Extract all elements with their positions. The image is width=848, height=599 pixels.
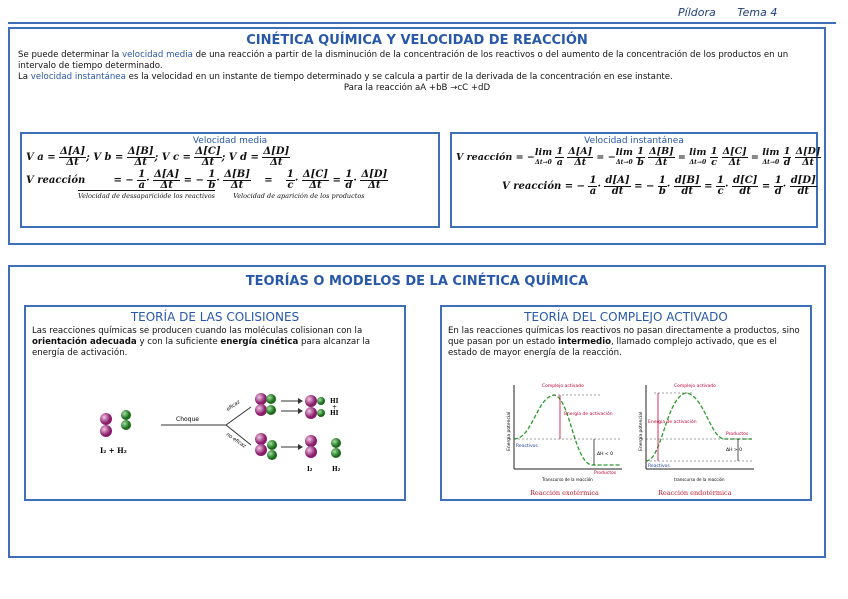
section-cinetica bbox=[8, 27, 826, 245]
formula-media-row1: V a = $\frac{\Delta[A]}{\Delta t}$ ; V b = $\frac{\Delta[B]}{\Delta t}$ ; V c = $\frac{\Delta[C]}{\Delta t}$ ; V d = $\frac{\Delta[D]}{\Delta t}$ bbox=[26, 146, 290, 168]
svg-text:Productos: Productos bbox=[594, 471, 617, 476]
paragraph-velocidad-media: Se puede determinar la velocidad media de una reacción a partir de la disminución de la concentración de los reactivos o del aumento de la concentración de los productos en un intervalo de tiempo determinado. bbox=[18, 50, 789, 71]
section-teorias bbox=[8, 265, 826, 558]
product-unreacted bbox=[305, 435, 341, 458]
pildora-label: Píldora bbox=[678, 6, 716, 19]
svg-text:Complejo activado: Complejo activado bbox=[542, 384, 584, 389]
header-divider bbox=[8, 22, 836, 24]
highlight-velocidad-instantanea: velocidad instantánea bbox=[30, 72, 126, 82]
energy-diagram-exotermica bbox=[502, 381, 632, 499]
highlight-velocidad-media: velocidad media bbox=[122, 50, 193, 60]
section-teorias-title: TEORÍAS O MODELOS DE LA CINÉTICA QUÍMICA bbox=[245, 274, 589, 289]
svg-text:Complejo activado: Complejo activado bbox=[674, 384, 716, 389]
label-productos: Velocidad de aparición de los productos bbox=[233, 192, 365, 200]
label-reactivos: Velocidad de dessaparicióde los reactivos bbox=[78, 192, 215, 200]
collision-complex-top bbox=[255, 393, 276, 416]
colisiones-text: Las reacciones químicas se producen cuando las moléculas colisionan con la orientación adecuada y con la suficiente energía cinética para alcanzar la energía de activación. bbox=[32, 326, 371, 358]
svg-text:Energía potencial: Energía potencial bbox=[507, 411, 512, 451]
formula-media-labels bbox=[22, 192, 438, 200]
reaction-equation: Para la reacción aA +bB →cC +dD bbox=[343, 83, 491, 93]
velocidad-media-box bbox=[20, 132, 440, 228]
section-cinetica-title: CINÉTICA QUÍMICA Y VELOCIDAD DE REACCIÓN bbox=[246, 33, 588, 48]
formula-instantanea-lim: V reacción = − lim Δt→0 $\frac{1}{a}$ $\frac{\Delta[A]}{\Delta t}$ = − lim Δt→0 $\frac{1}{b}$ $\frac{\Delta[B]}{\Delta t}$ = lim Δt→0 $\frac{1}{c}$ $\frac{\Delta[C]}{\Delta t}$ = lim Δt→0 $\frac{1}{d}$ $\frac{\Delta[D]}{\Delta t}$ bbox=[456, 146, 821, 168]
formula-media-row2: V reacción = − $\frac{1}{a}$ · $\frac{\Delta[A]}{\Delta t}$ = − $\frac{1}{b}$ · $\frac{\Delta[B]}{\Delta t}$ = $\frac{1}{c}$ · $\frac{\Delta[C]}{\Delta t}$ = $\frac{1}{d}$ · $\frac{\Delta[D]}{\Delta t}$ bbox=[26, 169, 388, 191]
velocidad-media-title: Velocidad media bbox=[192, 136, 268, 146]
velocidad-instantanea-title: Velocidad instantánea bbox=[584, 136, 684, 146]
reactant-molecules bbox=[100, 410, 131, 437]
choque-label: Choque bbox=[176, 416, 199, 423]
formula-instantanea-derivada: V reacción = − $\frac{1}{a}$ · $\frac{d[A]}{dt}$ = − $\frac{1}{b}$ · $\frac{d[B]}{dt}$ = $\frac{1}{c}$ · $\frac{d[C]}{dt}$ = $\frac{1}{d}$ · $\frac{d[D]}{dt}$ bbox=[502, 175, 816, 197]
svg-text:Productos: Productos bbox=[726, 432, 749, 437]
caption-exotermica: Reacción exotérmica bbox=[530, 489, 599, 497]
colisiones-title: TEORÍA DE LAS COLISIONES bbox=[130, 310, 300, 324]
energy-diagram-endotermica bbox=[634, 381, 764, 499]
svg-text:HI: HI bbox=[330, 410, 339, 417]
complejo-box bbox=[440, 305, 812, 501]
paragraph-velocidad-instantanea: La velocidad instantánea es la velocidad en un instante de tiempo determinado y se calcula a partir de la derivada de la concentración en ese instante. bbox=[18, 72, 673, 82]
collision-complex-bottom bbox=[255, 433, 277, 460]
no-eficaz-label: no eficaz bbox=[224, 431, 247, 450]
colisiones-diagram bbox=[86, 377, 346, 477]
colisiones-box bbox=[24, 305, 406, 501]
svg-text:Energía de activación: Energía de activación bbox=[564, 412, 613, 417]
reactants-label: I₂ + H₂ bbox=[100, 446, 127, 455]
svg-text:Transcurso de la reacción: Transcurso de la reacción bbox=[542, 477, 593, 482]
complejo-title: TEORÍA DEL COMPLEJO ACTIVADO bbox=[524, 310, 728, 324]
svg-text:ΔH < 0: ΔH < 0 bbox=[597, 452, 613, 457]
svg-text:Energía potencial: Energía potencial bbox=[639, 411, 644, 451]
tema-label: Tema 4 bbox=[737, 6, 778, 19]
svg-text:Reactivos: Reactivos bbox=[516, 444, 538, 449]
svg-text:ΔH > 0: ΔH > 0 bbox=[726, 448, 742, 453]
product-hi bbox=[305, 395, 325, 419]
velocidad-instantanea-box bbox=[450, 132, 821, 228]
svg-text:I₂: I₂ bbox=[307, 466, 313, 473]
caption-endotermica: Reacción endotérmica bbox=[658, 489, 732, 497]
svg-text:+: + bbox=[332, 404, 338, 411]
svg-text:Reactivos: Reactivos bbox=[648, 464, 670, 469]
eficaz-label: eficaz bbox=[225, 399, 242, 413]
svg-text:H₂: H₂ bbox=[332, 466, 341, 473]
svg-text:transcurso de la reacción: transcurso de la reacción bbox=[674, 477, 725, 482]
complejo-text: En las reacciones químicas los reactivos no pasan directamente a productos, sino que pasan por un estado intermedio, llamado complejo activado, que es el estado de mayor energía de la reacción. bbox=[448, 326, 800, 358]
page-header bbox=[660, 6, 777, 19]
svg-text:HI: HI bbox=[330, 398, 339, 405]
svg-text:Energía de activación: Energía de activación bbox=[648, 420, 697, 425]
